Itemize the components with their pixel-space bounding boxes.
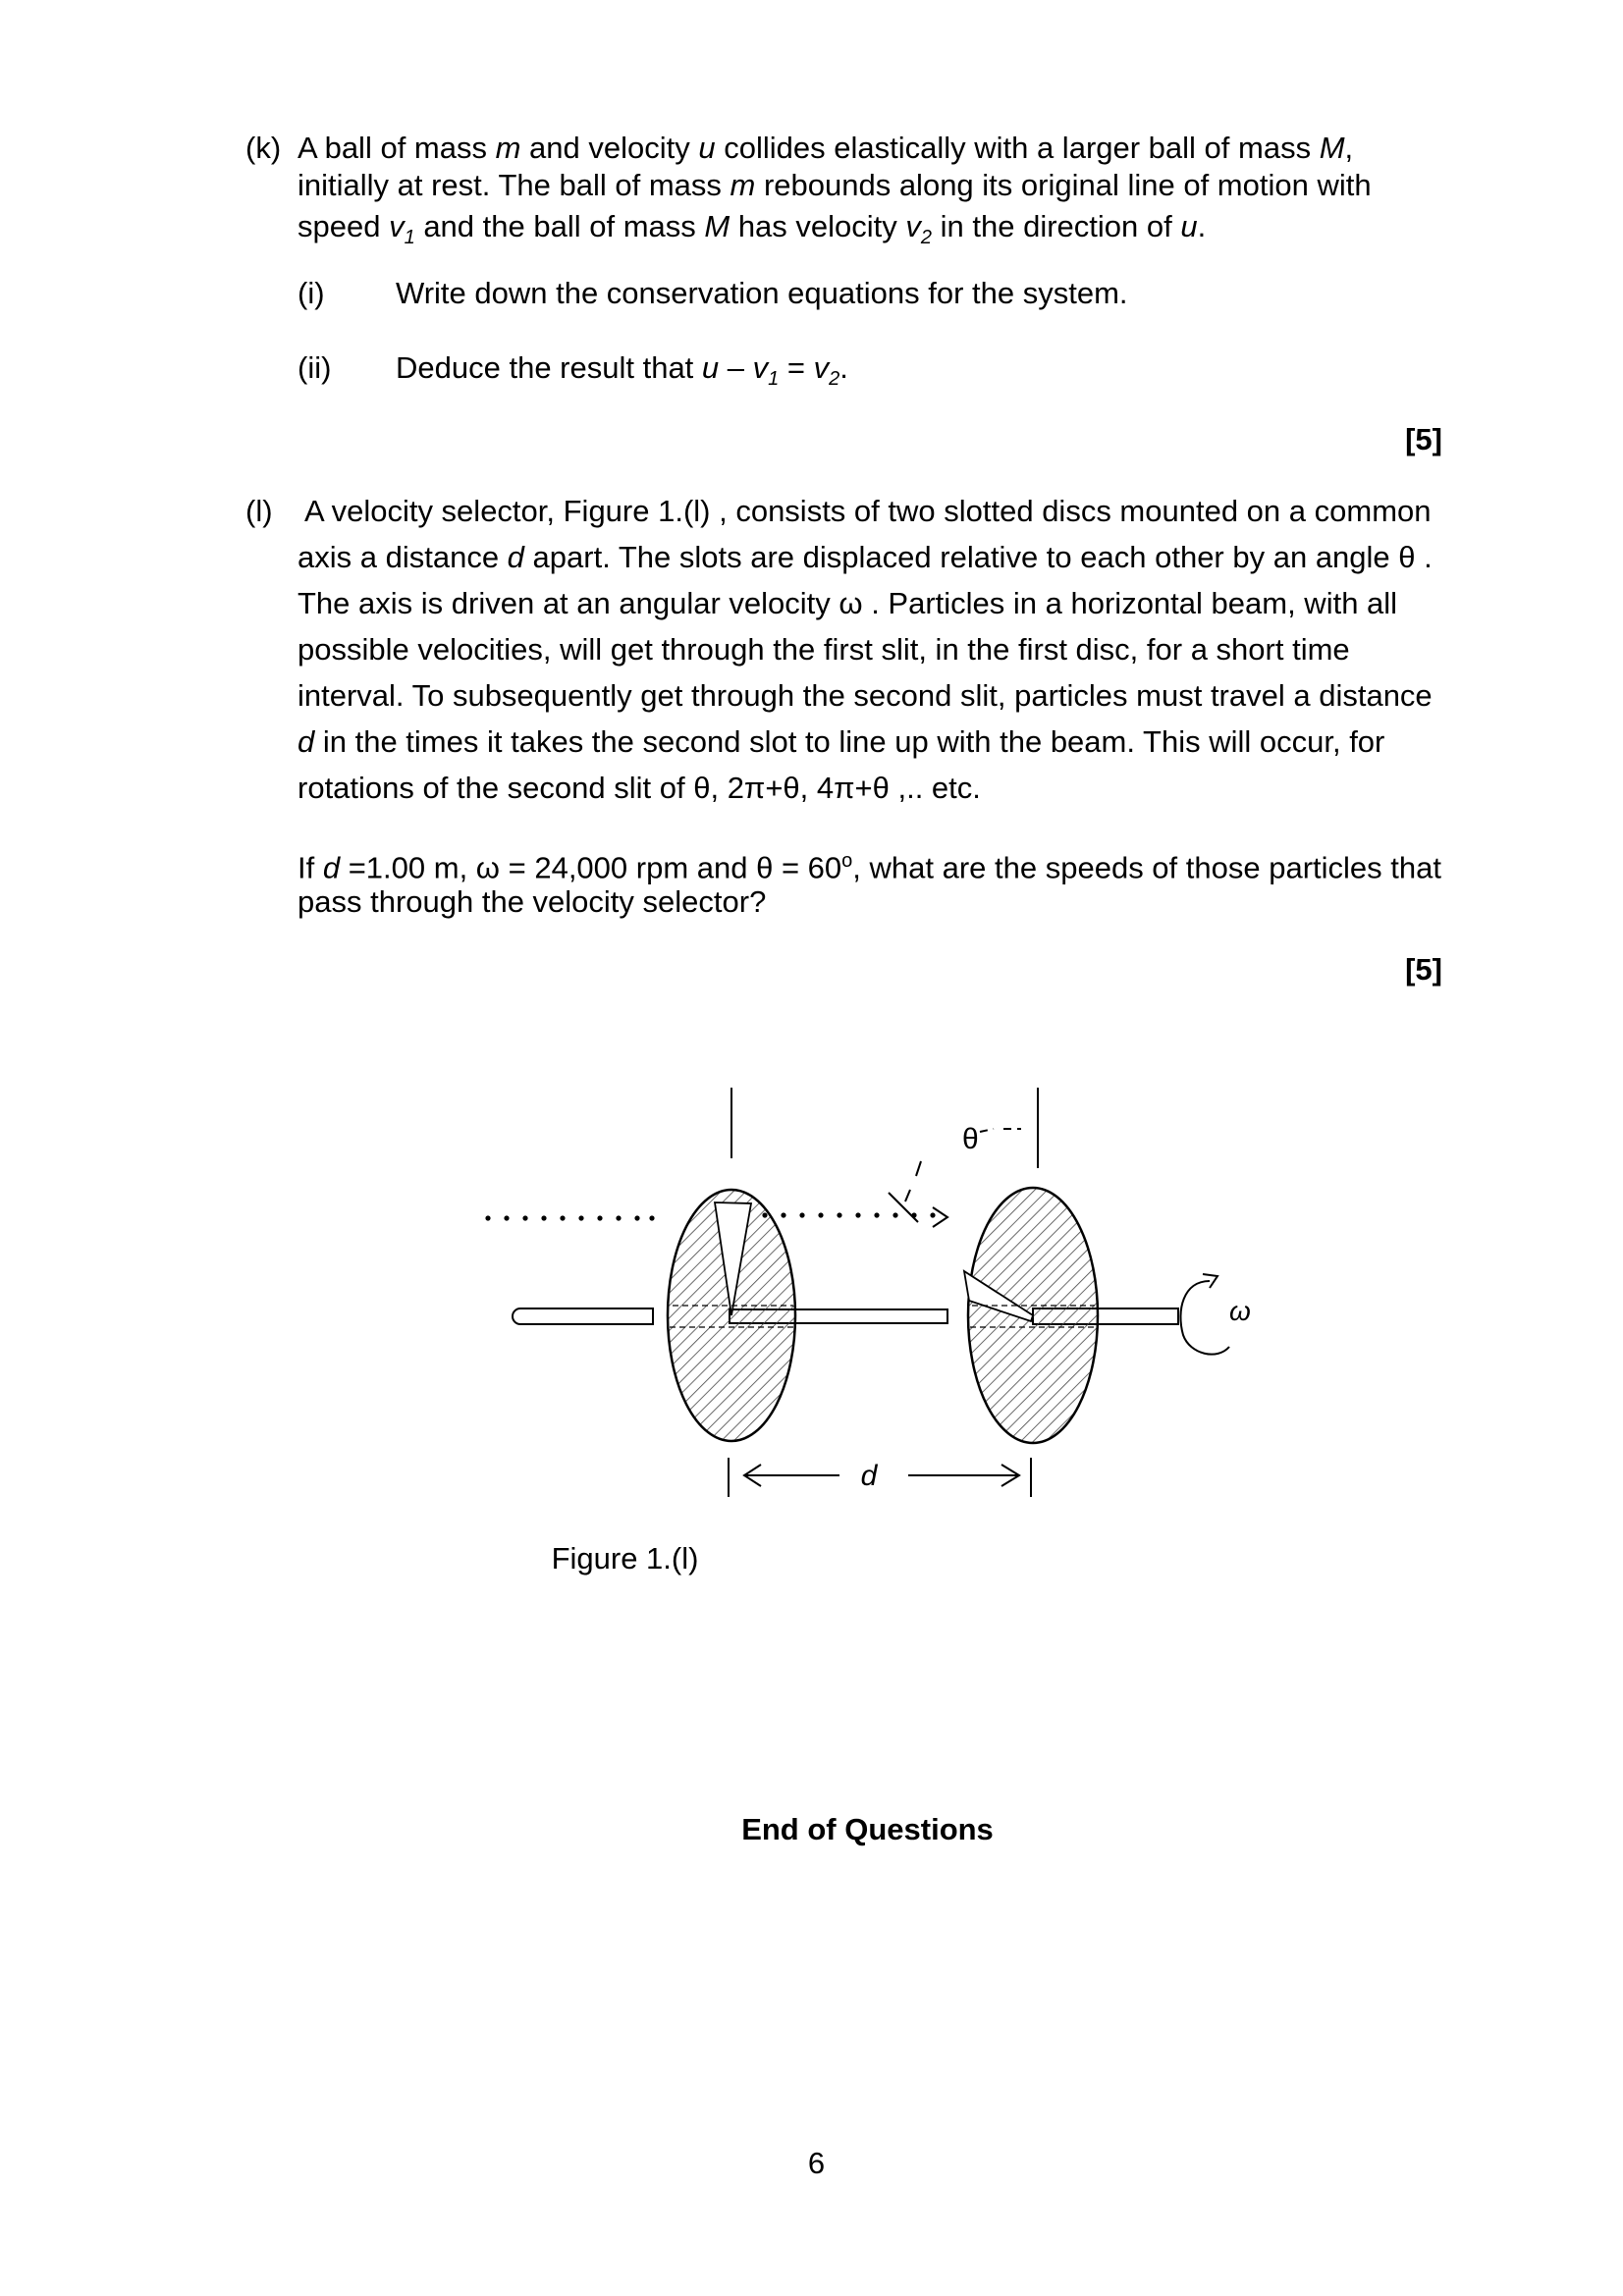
theta-label: θ [962,1123,979,1155]
omega-label: ω [1229,1296,1251,1326]
beam-dots-left [485,1215,654,1220]
part-i-label: (i) [298,276,325,310]
question-l-line-7: rotations of the second slit of θ, 2π+θ, 4π+θ ,.. etc. [298,771,981,805]
question-k-label: (k) [245,131,282,165]
question-k-line-1: A ball of mass m and velocity u collides elastically with a larger ball of mass M, [298,131,1354,165]
question-l-q-line-1: If d =1.00 m, ω = 24,000 rpm and $\theta = 60^o$, what are the speeds of those particles that [298,850,1441,885]
part-ii-text: Deduce the result that $u - v_1 = v_2$. [396,350,848,391]
question-k-marks: [5] [1405,422,1442,456]
page-number: 6 [807,2146,826,2180]
figure-caption: Figure 1.(l) [551,1541,699,1575]
rotation-arrow [1180,1274,1229,1355]
disc-1 [668,1190,795,1441]
question-l-line-1: A velocity selector, Figure 1.(l) , consists of two slotted discs mounted on a common [304,494,1432,528]
question-l-label: (l) [245,494,273,528]
question-l-line-6: d in the times it takes the second slot to line up with the beam. This will occur, for [298,724,1385,759]
part-i-text: Write down the conservation equations for the system. [396,276,1128,310]
end-of-questions: End of Questions [741,1812,994,1846]
d-dimension-arrow [729,1458,1031,1497]
question-l-marks: [5] [1405,952,1442,987]
question-l-line-2: axis a distance d apart. The slots are displaced relative to each other by an angle θ . [298,540,1433,574]
question-l-q-line-2: pass through the velocity selector? [298,884,767,919]
question-l-line-4: possible velocities, will get through the first slit, in the first disc, for a short time [298,632,1350,667]
part-ii-label: (ii) [298,350,332,385]
question-k-line-3: speed $v_1$ and the ball of mass M has velocity $v_2$ in the direction of u. [298,209,1207,249]
question-l-line-5: interval. To subsequently get through the second slit, particles must travel a distance [298,678,1433,713]
d-label: d [860,1460,878,1492]
question-l-line-3: The axis is driven at an angular velocity ω . Particles in a horizontal beam, with all [298,586,1398,620]
question-k-line-2: initially at rest. The ball of mass m rebounds along its original line of motion with [298,168,1372,202]
disc-2 [964,1188,1098,1443]
